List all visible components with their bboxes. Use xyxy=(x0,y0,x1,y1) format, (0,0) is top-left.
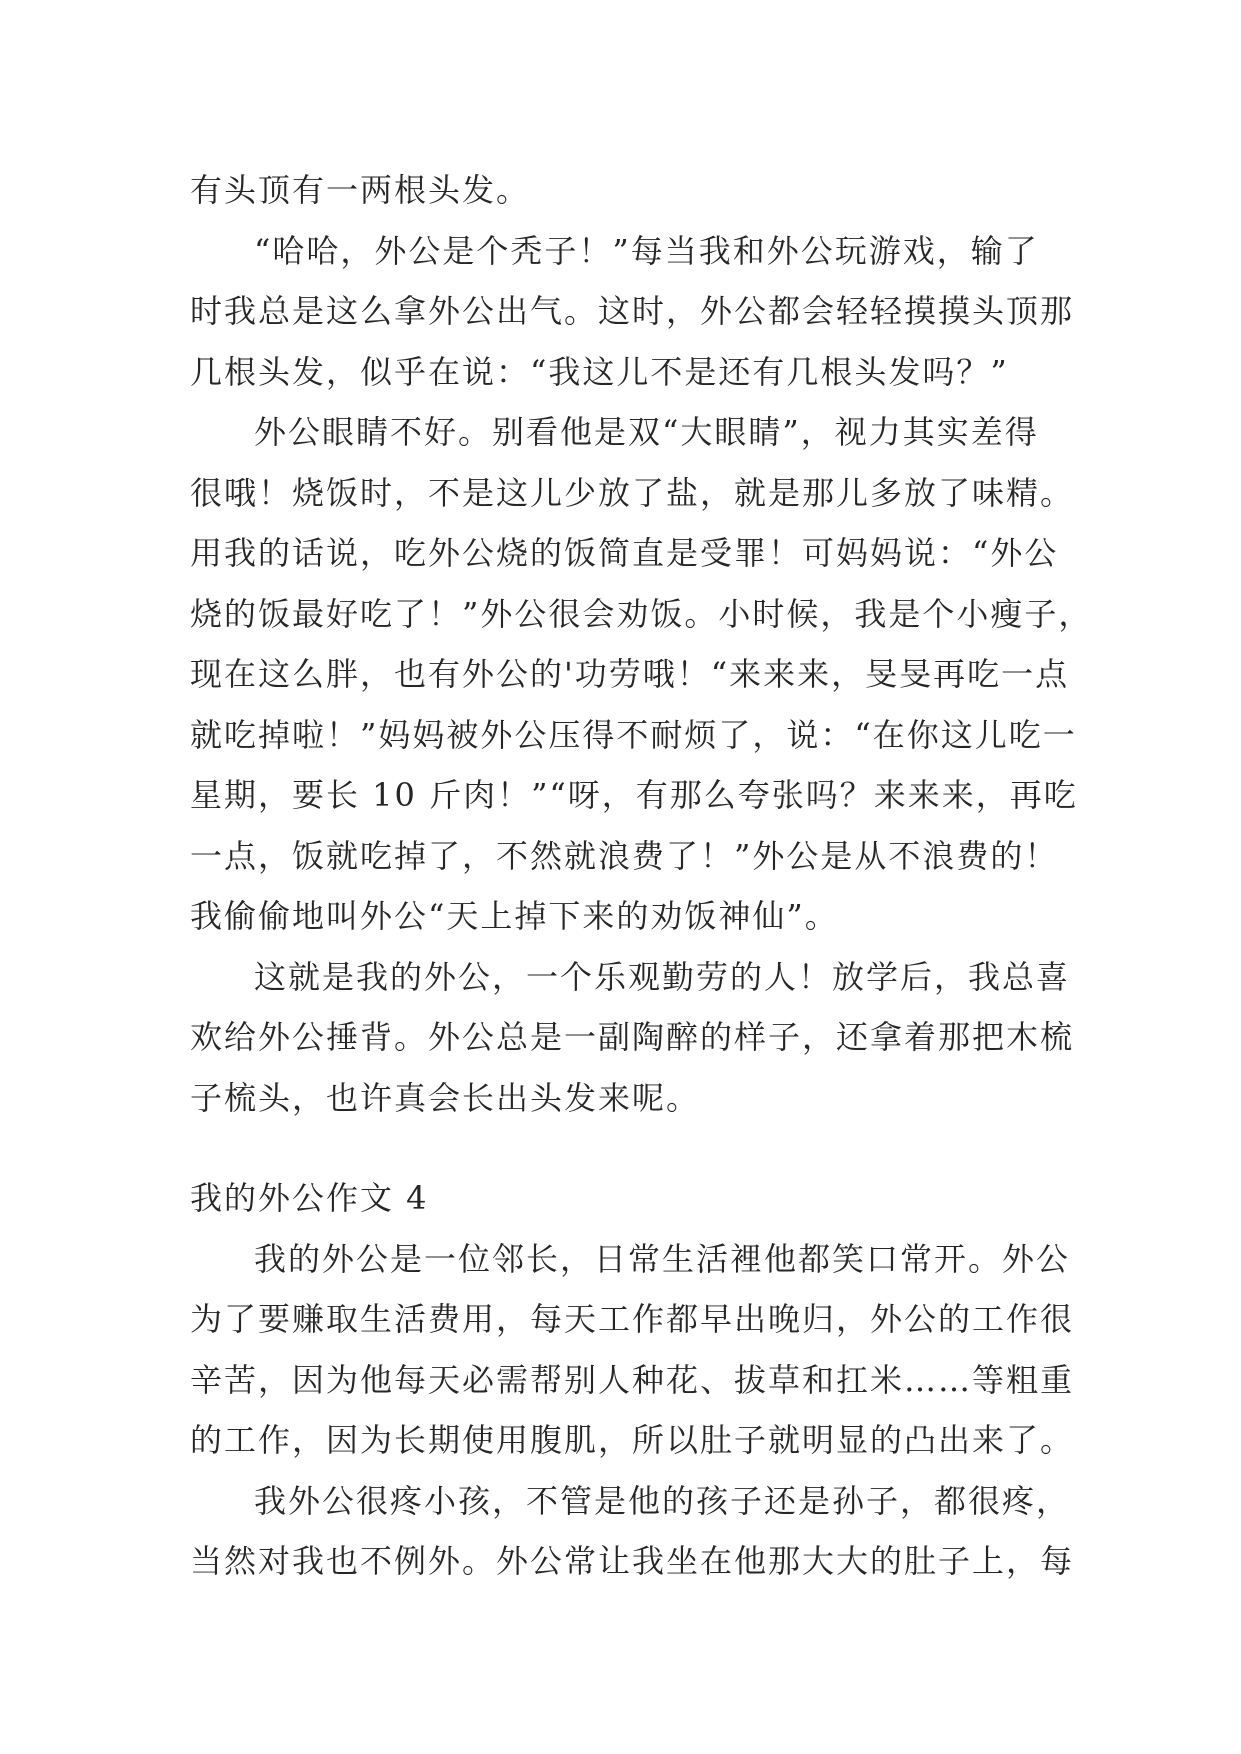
paragraph-line: 辛苦，因为他每天必需帮别人种花、拔草和扛米……等粗重 xyxy=(190,1360,1075,1399)
document-body xyxy=(190,160,1093,1592)
paragraph-line: 用我的话说，吃外公烧的饭简直是受罪！可妈妈说：“外公 xyxy=(190,534,1059,572)
paragraph-line: 一点，饭就吃掉了，不然就浪费了！”外公是从不浪费的！ xyxy=(190,836,1059,875)
paragraph-line: 就吃掉啦！”妈妈被外公压得不耐烦了，说：“在你这儿吃一 xyxy=(190,715,1077,754)
paragraph-line: 有头顶有一两根头发。 xyxy=(190,171,531,209)
paragraph-line: 时我总是这么拿外公出气。这时，外公都会轻轻摸摸头顶那 xyxy=(190,292,1075,330)
paragraph-line: 星期，要长 10 斤肉！”“呀，有那么夸张吗？来来来，再吃 xyxy=(190,776,1078,814)
paragraph-line: 现在这么胖，也有外公的'功劳哦！“来来来，旻旻再吃一点 xyxy=(190,655,1070,693)
paragraph-line: 很哦！烧饭时，不是这儿少放了盐，就是那儿多放了味精。 xyxy=(190,473,1075,512)
paragraph-line: 外公眼睛不好。别看他是双“大眼睛”，视力其实差得 xyxy=(254,413,1039,451)
paragraph-line: 为了要赚取生活费用，每天工作都早出晚归，外公的工作很 xyxy=(190,1300,1075,1338)
paragraph xyxy=(190,1471,1075,1592)
paragraph-line: 欢给外公捶背。外公总是一副陶醉的样子，还拿着那把木梳 xyxy=(190,1018,1075,1056)
paragraph xyxy=(190,160,1070,221)
paragraph-line: 子梳头，也许真会长出头发来呢。 xyxy=(190,1078,701,1117)
paragraph xyxy=(190,947,1075,1129)
paragraph xyxy=(190,1229,1075,1471)
paragraph-line: 当然对我也不例外。外公常让我坐在他那大大的肚子上，每 xyxy=(190,1542,1075,1580)
paragraph xyxy=(190,402,1093,947)
paragraph xyxy=(190,221,1075,403)
paragraph-line: 的工作，因为长期使用腹肌，所以肚子就明显的凸出来了。 xyxy=(190,1421,1075,1459)
section-gap xyxy=(190,1128,1070,1168)
paragraph-line: 这就是我的外公，一个乐观勤劳的人！放学后，我总喜 xyxy=(254,957,1071,996)
paragraph-line: 我外公很疼小孩，不管是他的孩子还是孙子，都很疼， xyxy=(254,1481,1071,1520)
paragraph-line: 我的外公是一位邻长，日常生活裡他都笑口常开。外公 xyxy=(254,1239,1071,1278)
heading-text: 我的外公作文 4 xyxy=(190,1179,429,1217)
paragraph-line: 我偷偷地叫外公“天上掉下来的劝饭神仙”。 xyxy=(190,897,839,935)
section-heading xyxy=(190,1168,1070,1229)
paragraph-line: “哈哈，外公是个秃子！”每当我和外公玩游戏，输了 xyxy=(254,231,1039,270)
paragraph-line: 烧的饭最好吃了！”外公很会劝饭。小时候，我是个小瘦子， xyxy=(190,594,1093,633)
paragraph-line: 几根头发，似乎在说：“我这儿不是还有几根头发吗？” xyxy=(190,352,1009,391)
